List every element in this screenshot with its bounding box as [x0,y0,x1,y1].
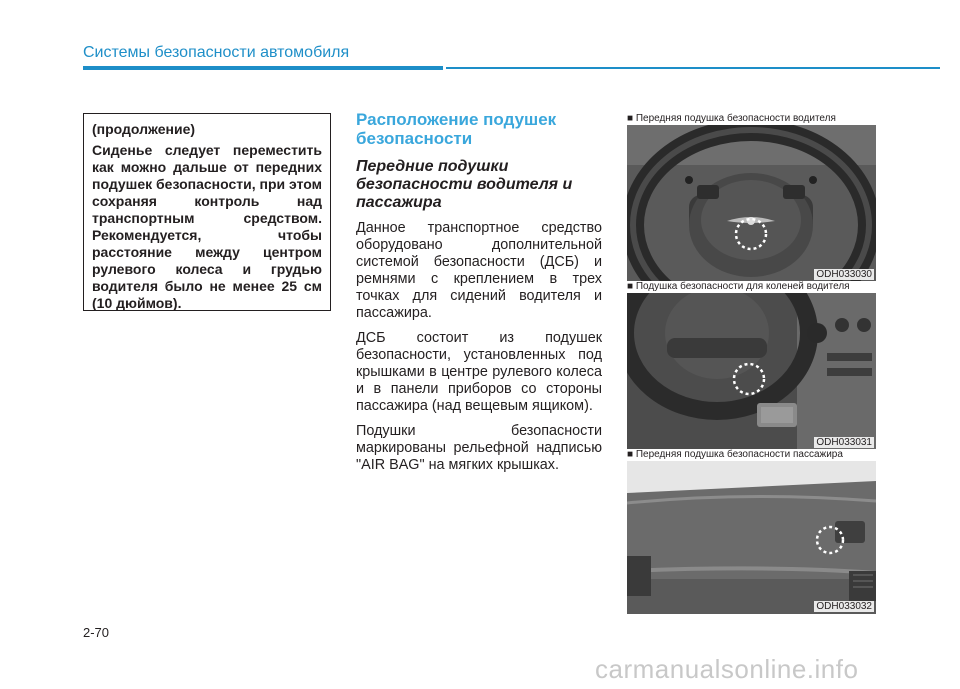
note-heading: (продолжение) [92,121,196,137]
main-text-column [356,110,602,482]
watermark: carmanualsonline.info [595,654,859,684]
figure-code: ODH033031 [816,437,872,448]
figure-passenger-airbag [627,449,876,614]
figure-knee-airbag [627,281,876,450]
subsection-title: Передние подушки безопасности водителя и пассажира [356,158,573,211]
section-title: Расположение подушек безопасности [356,110,557,148]
figure-caption: ■ Передняя подушка безопасности водителя [627,113,876,125]
note-body: Сиденье следует переместить как можно дальше от передних подушек безопасности, при этом сохраняя контроль над транспортным средством. Рекомендуется, чтобы расстояние между центром рулевого колеса и грудью водителя было не менее 25 см (10 дюймов). [92,142,322,311]
header-rule-thick [83,66,443,70]
figure-code: ODH033030 [816,269,872,280]
passenger-dashboard-airbag-photo-icon [627,461,876,614]
continued-note-box [83,113,331,311]
steering-wheel-airbag-photo-icon [627,125,876,282]
figure-caption: ■ Передняя подушка безопасности пассажира [627,449,876,461]
knee-airbag-photo-icon [627,293,876,450]
header-rule-thin [446,67,940,69]
figure-driver-airbag [627,113,876,282]
paragraph: Подушки безопасности маркированы рельефной надписью "AIR BAG" на мягких крышках. [356,423,602,473]
page-number: 2-70 [83,625,110,640]
paragraph: ДСБ состоит из подушек безопасности, установленных под крышками в центре рулевого колеса и в панели приборов со стороны пассажира (над вещевым ящиком). [356,330,602,414]
figure-caption: ■ Подушка безопасности для коленей водителя [627,281,876,293]
section-header-title: Системы безопасности автомобиля [83,44,350,61]
figure-code: ODH033032 [816,601,872,612]
paragraph: Данное транспортное средство оборудовано дополнительной системой безопасности (ДСБ) и ремнями с креплением в трех точках для сидений водителя и пассажира. [356,220,602,321]
